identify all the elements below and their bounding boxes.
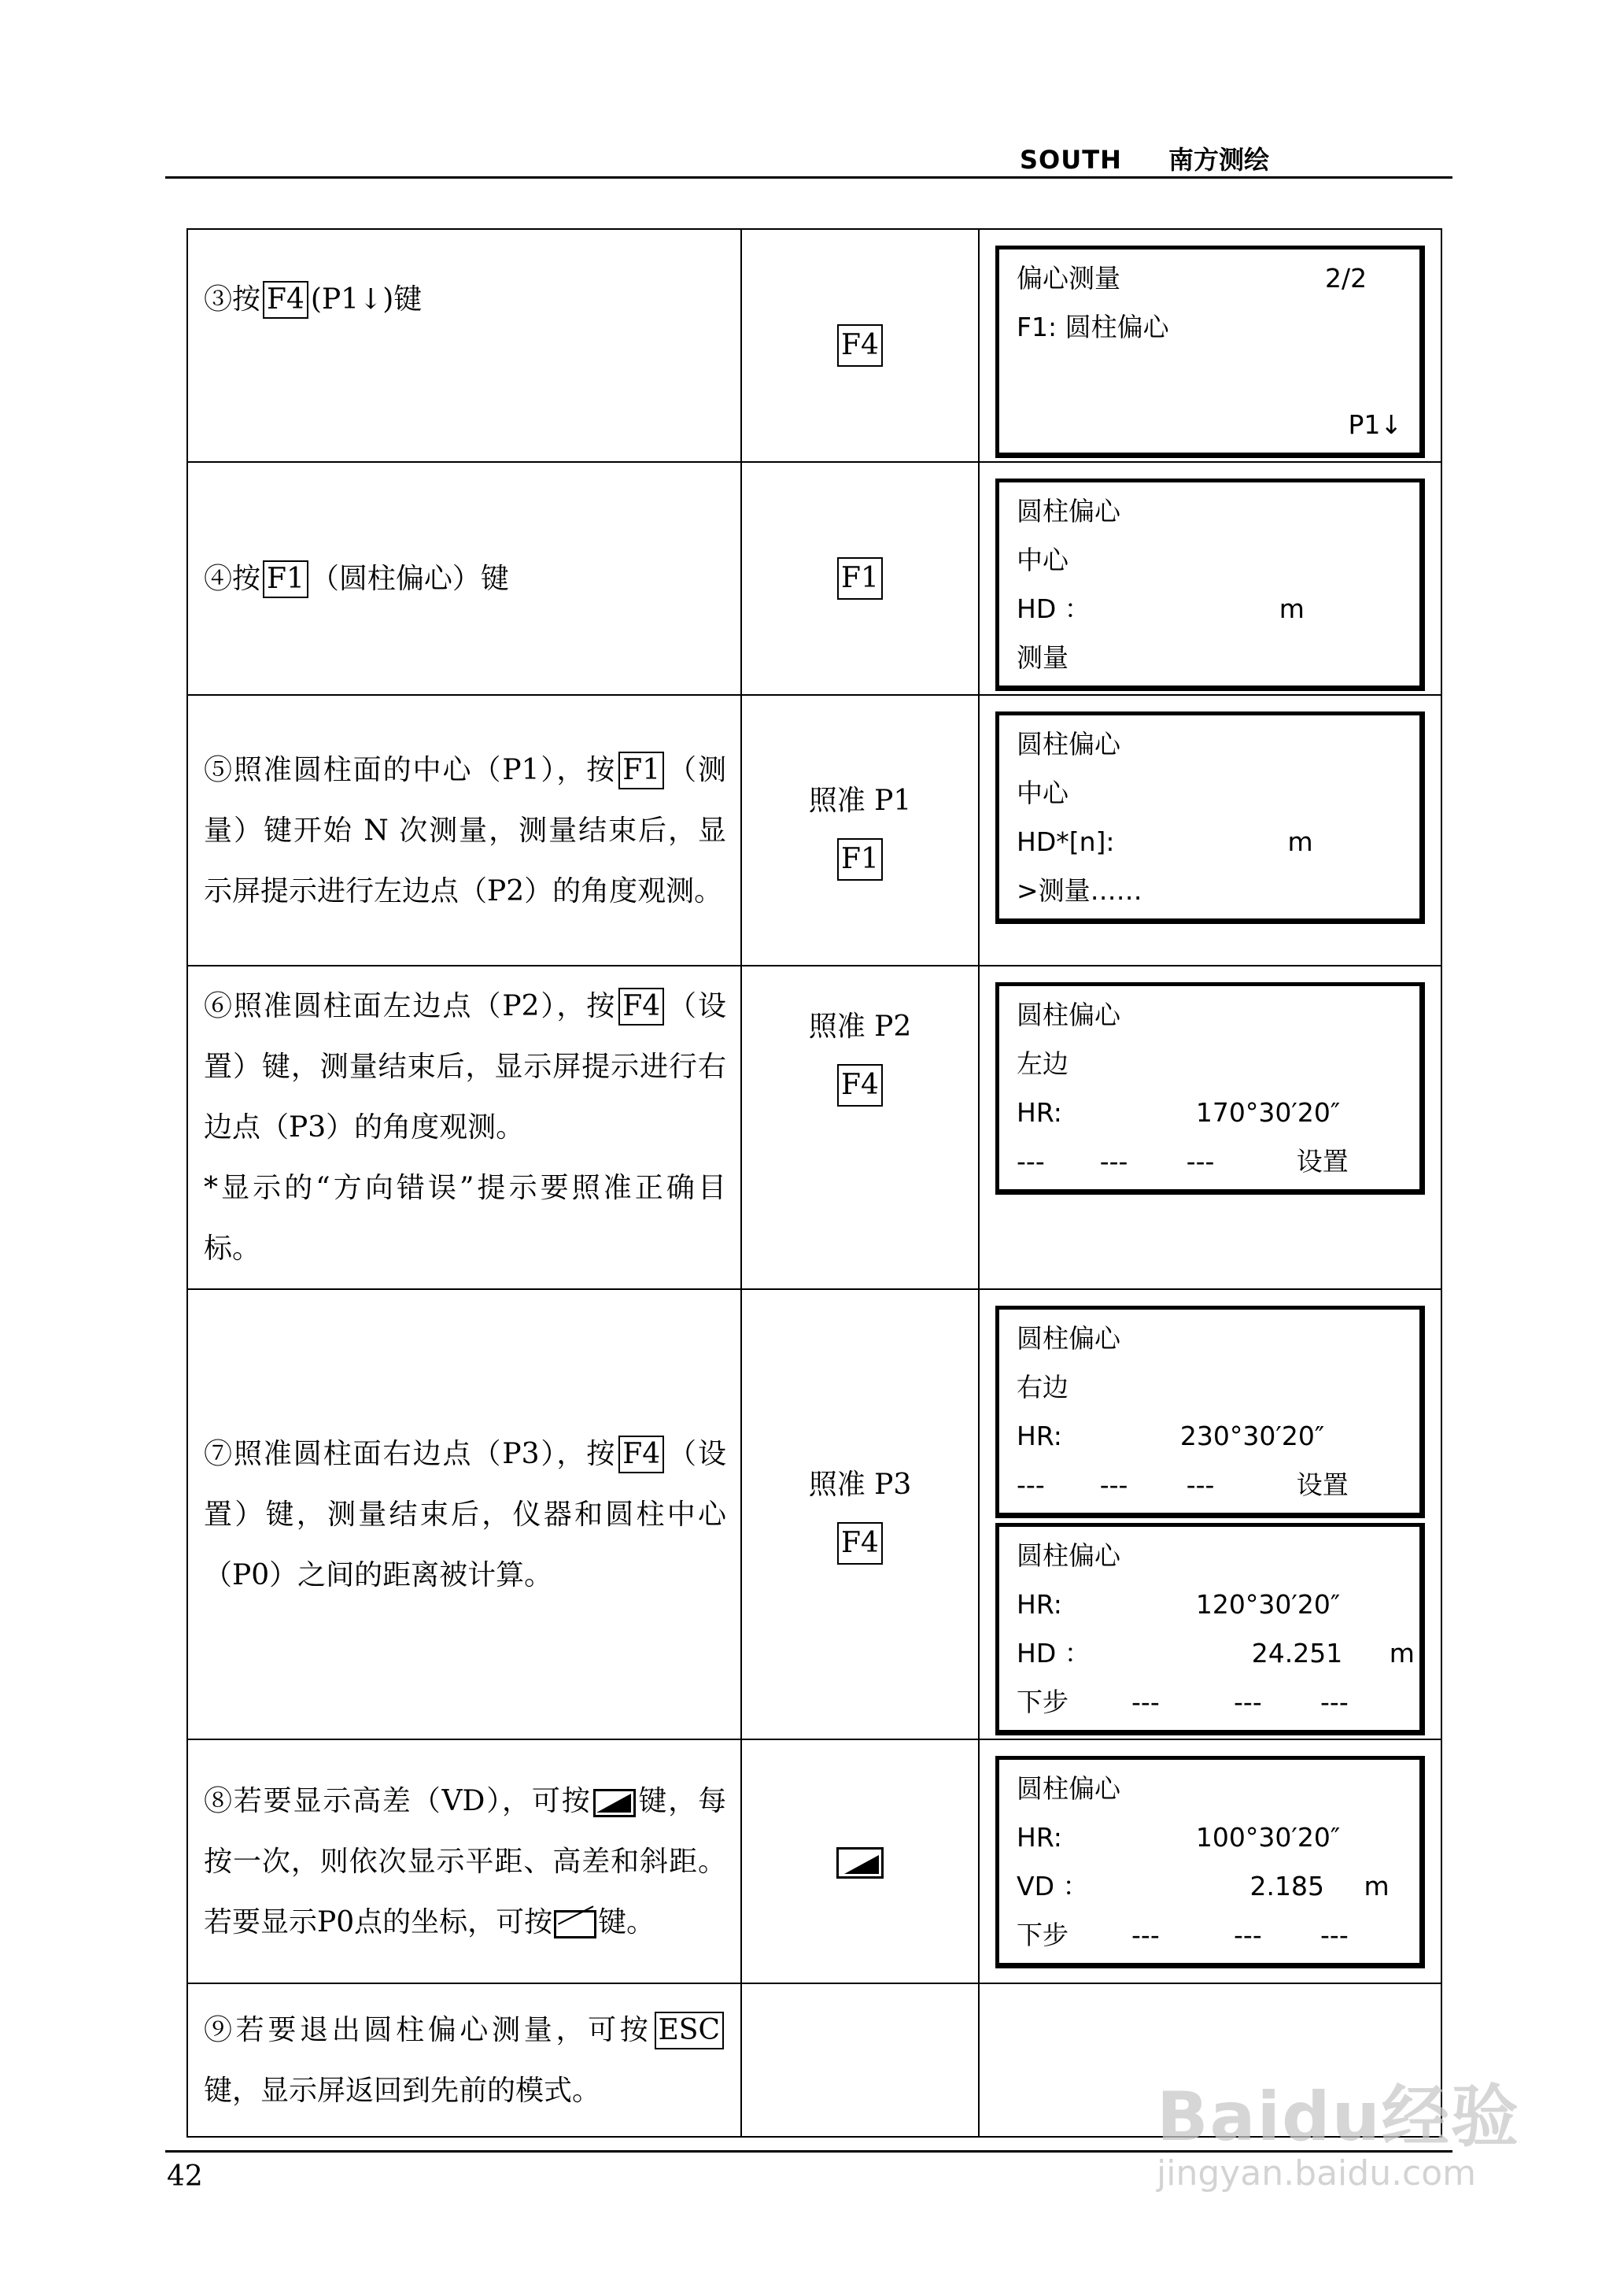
softkey-p1: P1↓ [1348,409,1402,440]
table-row [187,1983,1441,2137]
screen-mode: 中心 [1017,778,1069,808]
lcd-screen [995,711,1425,924]
instruction-text: ⑧若要显示高差（VD），可按 [204,1784,592,1817]
softkey-f1: --- [1017,1469,1045,1500]
unit-label: m [1279,593,1305,624]
softkey-f3: --- [1234,1920,1262,1950]
softkey-f3: --- [1234,1687,1262,1717]
softkey-f1: --- [1017,1146,1045,1177]
instruction-cell [187,229,741,462]
instruction-text: （设置）键，测量结束后，显示屏提示进行右边点（P3）的角度观测。 [204,990,726,1144]
angle-value: 170°30′20″ [1195,1097,1341,1128]
screen-title: 圆柱偏心 [1017,1323,1120,1354]
key-f1-label: F1 [263,560,308,598]
field-label: HR: [1017,1421,1062,1451]
screen-mode: 中心 [1017,545,1069,575]
instruction-cell [187,695,741,966]
table-row [187,1289,1441,1739]
header-rule [165,176,1452,179]
screen-mode: 右边 [1017,1372,1069,1402]
distance-value: 24.251 [1251,1638,1343,1669]
softkey-set: 设置 [1296,1146,1349,1177]
screen-cell [979,966,1441,1289]
softkey-f2: --- [1131,1920,1160,1950]
lcd-screen-result [995,1523,1425,1735]
screen-title: 偏心测量 [1017,263,1120,294]
instruction-text: 键，每按一次，则依次显示平距、高差和斜距。若要显示P0点的坐标，可按 [204,1784,726,1938]
instruction-text: 键。 [598,1905,655,1938]
key-cell [741,966,979,1289]
field-label: VD ： [1017,1871,1089,1901]
screen-cell [979,1739,1441,1983]
instruction-cell [187,462,741,695]
softkey-f2: --- [1099,1146,1128,1177]
page-header [1020,140,1269,176]
angle-value: 100°30′20″ [1195,1822,1341,1853]
footer-rule [165,2150,1452,2153]
lcd-screen [995,479,1425,691]
softkey-f2: --- [1131,1687,1160,1717]
instruction-cell [187,1289,741,1739]
screen-cell [979,1289,1441,1739]
key-f4-label: F4 [618,1436,664,1473]
softkey-set: 设置 [1296,1469,1349,1500]
watermark-text: Baidu经验 [1157,2078,1520,2156]
angle-value: 120°30′20″ [1195,1589,1341,1620]
lcd-screen [995,1306,1425,1518]
instruction-text: ③按 [204,283,261,316]
key-f1-label: F1 [618,752,664,789]
coordinate-key-icon [554,1910,596,1938]
instruction-text: ⑨若要退出圆柱偏心测量，可按 [204,2013,652,2046]
screen-title: 圆柱偏心 [1017,496,1120,527]
unit-label: m [1364,1871,1390,1901]
page-indicator: 2/2 [1325,263,1367,294]
screen-cell [979,462,1441,695]
table-row [187,462,1441,695]
instruction-note: *显示的“方向错误”提示要照准正确目标。 [204,1172,726,1265]
key-f1: F1 [837,557,883,600]
vd-toggle-key-icon [836,1847,884,1879]
instruction-text: ⑦照准圆柱面右边点（P3），按 [204,1437,617,1470]
header-brand: SOUTH [1020,145,1122,175]
procedure-table [186,228,1442,2138]
aim-label: 照准 P2 [808,1011,912,1043]
instruction-text: ④按 [204,562,261,595]
key-cell [741,462,979,695]
key-f1: F1 [837,838,883,881]
status-measuring: >测量…… [1017,875,1142,906]
unit-label: m [1287,826,1313,857]
softkey-f4: --- [1320,1920,1349,1950]
field-label: HD*[n]: [1017,826,1115,857]
key-f4-label: F4 [263,281,308,319]
key-esc-label: ESC [655,2012,725,2049]
instruction-text: 键，显示屏返回到先前的模式。 [204,2074,601,2107]
instruction-text: （圆柱偏心）键 [310,562,509,595]
key-cell [741,1289,979,1739]
menu-item-f1: F1: 圆柱偏心 [1017,312,1169,342]
key-cell [741,1983,979,2137]
screen-cell [979,695,1441,966]
table-row [187,966,1441,1289]
aim-label: 照准 P1 [808,785,912,817]
key-f4: F4 [837,1064,883,1107]
page-number: 42 [167,2160,203,2193]
screen-title: 圆柱偏心 [1017,1540,1120,1571]
header-company: 南方测绘 [1168,145,1269,175]
screen-cell [979,229,1441,462]
key-cell [741,229,979,462]
softkey-f4: --- [1320,1687,1349,1717]
softkey-measure: 测量 [1017,642,1069,673]
key-f4: F4 [837,324,883,367]
instruction-text: ⑥照准圆柱面左边点（P2），按 [204,990,617,1022]
key-f4-label: F4 [618,988,664,1026]
screen-cell [979,1983,1441,2137]
instruction-text: （测量）键开始 N 次测量，测量结束后，显示屏提示进行左边点（P2）的角度观测。 [204,753,726,907]
field-label: HD ： [1017,1638,1091,1669]
watermark-url: jingyan.baidu.com [1157,2153,1477,2193]
field-label: HR: [1017,1822,1062,1853]
vd-toggle-key-icon [593,1789,636,1817]
instruction-text: (P1↓)键 [310,283,423,316]
softkey-next: 下步 [1017,1687,1069,1717]
screen-title: 圆柱偏心 [1017,1773,1120,1804]
lcd-screen [995,1756,1425,1968]
field-label: HD ： [1017,593,1091,624]
table-row [187,695,1441,966]
table-row [187,1739,1441,1983]
screen-mode: 左边 [1017,1048,1069,1079]
softkey-f3: --- [1186,1469,1215,1500]
key-cell [741,1739,979,1983]
instruction-text: ⑤照准圆柱面的中心（P1），按 [204,753,617,786]
lcd-screen [995,246,1425,458]
instruction-text: （设置）键，测量结束后，仪器和圆柱中心（P0）之间的距离被计算。 [204,1437,726,1591]
field-label: HR: [1017,1589,1062,1620]
table-row [187,229,1441,462]
angle-value: 230°30′20″ [1179,1421,1325,1451]
softkey-f3: --- [1186,1146,1215,1177]
softkey-f2: --- [1099,1469,1128,1500]
height-diff-value: 2.185 [1249,1871,1324,1901]
softkey-next: 下步 [1017,1920,1069,1950]
lcd-screen [995,982,1425,1195]
instruction-cell [187,966,741,1289]
aim-label: 照准 P3 [808,1469,912,1501]
screen-title: 圆柱偏心 [1017,729,1120,759]
key-cell [741,695,979,966]
unit-label: m [1389,1638,1415,1669]
key-f4: F4 [837,1522,883,1565]
field-label: HR: [1017,1097,1062,1128]
screen-title: 圆柱偏心 [1017,1000,1120,1030]
instruction-cell [187,1739,741,1983]
instruction-cell [187,1983,741,2137]
